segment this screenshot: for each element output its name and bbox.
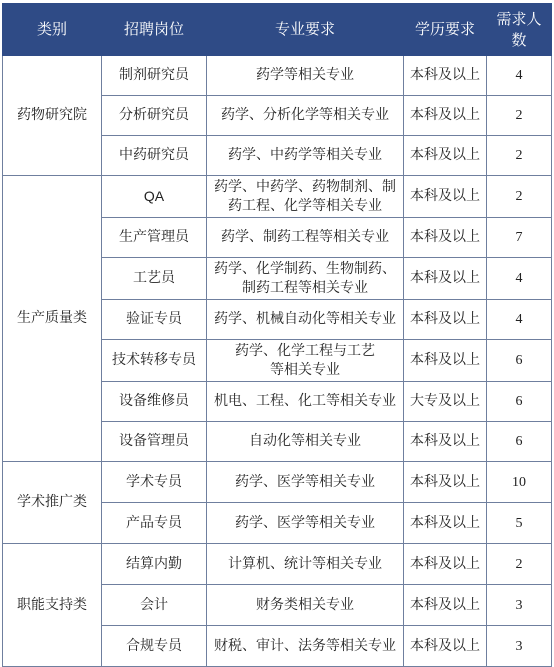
position-cell: 工艺员 xyxy=(102,258,207,300)
education-cell: 本科及以上 xyxy=(404,422,487,462)
header-count xyxy=(487,4,552,56)
position-cell: 会计 xyxy=(102,585,207,626)
table-row xyxy=(3,462,552,503)
major-line: 药工程、化学等相关专业 xyxy=(228,197,382,214)
count-cell: 7 xyxy=(487,218,552,258)
position-cell: 设备管理员 xyxy=(102,422,207,462)
count-cell: 4 xyxy=(487,300,552,340)
header-position: 招聘岗位 xyxy=(102,4,207,56)
education-cell: 本科及以上 xyxy=(404,340,487,382)
education-cell: 本科及以上 xyxy=(404,136,487,176)
category-cell: 学术推广类 xyxy=(3,462,102,544)
major-line: 药学、化学工程与工艺 xyxy=(235,342,375,359)
position-cell: 设备维修员 xyxy=(102,382,207,422)
major-cell: 财务类相关专业 xyxy=(207,585,404,626)
table-row xyxy=(3,176,552,218)
count-cell: 10 xyxy=(487,462,552,503)
count-cell: 3 xyxy=(487,585,552,626)
table-row xyxy=(3,544,552,585)
major-cell: 药学、医学等相关专业 xyxy=(207,503,404,544)
count-cell: 6 xyxy=(487,382,552,422)
count-cell: 6 xyxy=(487,422,552,462)
count-cell: 2 xyxy=(487,96,552,136)
header-count-line1: 需求人 xyxy=(496,9,542,28)
major-cell: 自动化等相关专业 xyxy=(207,422,404,462)
position-cell: 分析研究员 xyxy=(102,96,207,136)
position-cell: 验证专员 xyxy=(102,300,207,340)
education-cell: 大专及以上 xyxy=(404,382,487,422)
count-cell: 4 xyxy=(487,258,552,300)
header-major: 专业要求 xyxy=(207,4,404,56)
position-cell: 产品专员 xyxy=(102,503,207,544)
major-line: 等相关专业 xyxy=(270,361,340,378)
major-cell: 药学、制药工程等相关专业 xyxy=(207,218,404,258)
count-cell: 6 xyxy=(487,340,552,382)
education-cell: 本科及以上 xyxy=(404,626,487,667)
header-education: 学历要求 xyxy=(404,4,487,56)
position-cell: 制剂研究员 xyxy=(102,56,207,96)
education-cell: 本科及以上 xyxy=(404,218,487,258)
major-cell xyxy=(207,258,404,300)
table-row xyxy=(3,56,552,96)
education-cell: 本科及以上 xyxy=(404,462,487,503)
education-cell: 本科及以上 xyxy=(404,503,487,544)
major-line: 制药工程等相关专业 xyxy=(242,279,368,296)
count-cell: 2 xyxy=(487,176,552,218)
position-cell: 合规专员 xyxy=(102,626,207,667)
major-line: 药学、化学制药、生物制药、 xyxy=(214,260,396,277)
position-cell: 学术专员 xyxy=(102,462,207,503)
major-cell: 药学、分析化学等相关专业 xyxy=(207,96,404,136)
major-cell: 药学等相关专业 xyxy=(207,56,404,96)
header-count-line2: 数 xyxy=(511,30,527,49)
education-cell: 本科及以上 xyxy=(404,300,487,340)
position-cell: 中药研究员 xyxy=(102,136,207,176)
education-cell: 本科及以上 xyxy=(404,544,487,585)
position-cell: 结算内勤 xyxy=(102,544,207,585)
count-cell: 2 xyxy=(487,136,552,176)
major-line: 药学、中药学、药物制剂、制 xyxy=(214,178,396,195)
major-cell: 计算机、统计等相关专业 xyxy=(207,544,404,585)
education-cell: 本科及以上 xyxy=(404,258,487,300)
major-cell xyxy=(207,340,404,382)
count-cell: 2 xyxy=(487,544,552,585)
major-cell: 财税、审计、法务等相关专业 xyxy=(207,626,404,667)
major-cell: 药学、医学等相关专业 xyxy=(207,462,404,503)
position-cell: QA xyxy=(102,176,207,218)
education-cell: 本科及以上 xyxy=(404,56,487,96)
position-cell: 技术转移专员 xyxy=(102,340,207,382)
header-category: 类别 xyxy=(3,4,102,56)
major-cell xyxy=(207,176,404,218)
category-cell: 药物研究院 xyxy=(3,56,102,176)
position-cell: 生产管理员 xyxy=(102,218,207,258)
major-cell: 药学、中药学等相关专业 xyxy=(207,136,404,176)
education-cell: 本科及以上 xyxy=(404,585,487,626)
table-header-row xyxy=(3,4,552,56)
education-cell: 本科及以上 xyxy=(404,96,487,136)
education-cell: 本科及以上 xyxy=(404,176,487,218)
category-cell: 职能支持类 xyxy=(3,544,102,667)
recruitment-table xyxy=(2,3,552,667)
category-cell: 生产质量类 xyxy=(3,176,102,462)
major-cell: 药学、机械自动化等相关专业 xyxy=(207,300,404,340)
count-cell: 5 xyxy=(487,503,552,544)
count-cell: 4 xyxy=(487,56,552,96)
count-cell: 3 xyxy=(487,626,552,667)
major-cell: 机电、工程、化工等相关专业 xyxy=(207,382,404,422)
